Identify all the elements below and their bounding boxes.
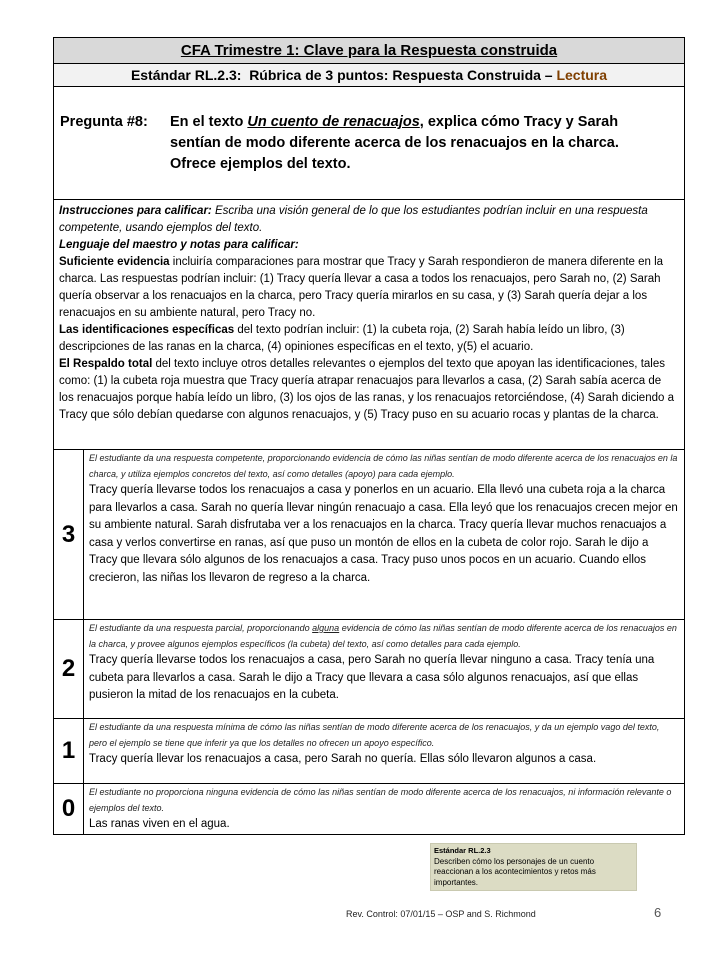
score-description: El estudiante da una respuesta mínima de cómo las niñas sentían de modo diferente acerca de los renacuajos, y da un ejemplo vago del texto, pero el ejemplo se tiene que inferir ya que los detalles no ofrecen un apoyo específico.	[89, 722, 660, 748]
score-row-2	[54, 620, 684, 719]
book-title: Un cuento de renacuajos	[247, 114, 420, 130]
grading-text: Escriba una visión general de lo que los estudiantes podrían incluir en una respuesta competente, usando ejemplos del texto.	[59, 205, 648, 234]
identifications-label: Las identificaciones específicas	[59, 324, 235, 336]
question-row	[54, 87, 684, 200]
score-example: Tracy quería llevar los renacuajos a casa, pero Sarah no quería. Ellas sólo llevaron algunos a casa.	[89, 753, 597, 765]
teacher-notes-label: Lenguaje del maestro y notas para calificar:	[59, 239, 299, 251]
standard-note-title: Estándar RL.2.3	[434, 846, 491, 855]
score-row-3	[54, 450, 684, 620]
question-line-2: sentían de modo diferente acerca de los renacuajos en la charca.	[170, 135, 619, 151]
score-example: Tracy quería llevarse todos los renacuajos a casa y ponerlos en un acuario. Ella llevó una cubeta roja a la charca para llevarlos a casa. Sarah no quería llevar ningún renacuajo a casa. Ella leyó que los renacuajos crecen mejor en su ambiente natural. Sarah disfrutaba ver a los renacuajos en la charca. Tracy quería llevar muchos renacuajos a casa y verlos convertirse en ranas, así que puso un montón de ellos en la cubeta de color rojo. Sarah le dijo a Tracy que llevara sólo algunos de los renacuajos a casa. Tracy puso unos pocos en un acuario. Cuando ellos crecieron, las niñas los llevaron de regreso a la charca.	[89, 484, 678, 584]
standard-row	[54, 64, 684, 87]
title-row	[54, 38, 684, 64]
score-description: El estudiante da una respuesta competente, proporcionando evidencia de cómo las niñas sentían de modo diferente acerca de los renacuajos en la charca, y utiliza ejemplos concretos del texto, así como detalles (apoyo) para cada ejemplo.	[89, 453, 678, 479]
support-text: del texto incluye otros detalles relevantes o ejemplos del texto que apoyan las identificaciones, tales como: (1) la cubeta roja muestra que Tracy quería atrapar renacuajos para llevarlos a casa, (2) Sarah sabía acerca de los renacuajos porque había leído un libro, (3) los ojos de las ranas, y los renacuajos retorciéndose, (4) Sarah diciendo a Tracy que sólo debían quedarse con algunos renacuajos, y (5) Tracy puso en su acuario rocas y plantas de la charca.	[59, 358, 674, 421]
score-number: 1	[54, 719, 84, 783]
revision-footer: Rev. Control: 07/01/15 – OSP and S. Richmond	[346, 909, 536, 919]
score-example: Las ranas viven en el agua.	[89, 818, 230, 830]
grading-label: Instrucciones para calificar:	[59, 205, 212, 217]
score-number: 2	[54, 620, 84, 718]
rubric-table	[53, 37, 685, 835]
standard-note-text: Describen cómo los personajes de un cuento reaccionan a los acontecimientos y retos más importantes.	[434, 856, 596, 887]
score-number: 3	[54, 450, 84, 619]
standard-accent: Lectura	[556, 67, 608, 83]
instructions-row	[54, 200, 684, 450]
question-text-pre: En el texto	[170, 114, 248, 130]
score-example: Tracy quería llevarse todos los renacuajos a casa, pero Sarah no quería llevar ninguno a casa. Tracy tenía una cubeta para llevarlos a casa. Sarah le dijo a Tracy que llevara a casa sólo algunos renacuajos, así que ellas pusieron la mitad de los renacuajos en la cubeta.	[89, 654, 655, 701]
score-description-rest: evidencia de cómo las niñas sentían de modo diferente acerca de los renacuajos en la charca, y provee algunos ejemplos específicos (la cubeta) del texto, así como detalles para cada ejemplo.	[89, 623, 677, 649]
score-description-emphasis: alguna	[312, 623, 340, 633]
standard-note	[430, 843, 637, 891]
score-row-0	[54, 784, 684, 834]
standard-heading: Estándar RL.2.3: Rúbrica de 3 puntos: Respuesta Construida –	[130, 67, 557, 83]
score-description: El estudiante da una respuesta parcial, proporcionando	[89, 623, 313, 633]
page-title: CFA Trimestre 1: Clave para la Respuesta construida	[180, 42, 558, 59]
question-line-3: Ofrece ejemplos del texto.	[170, 156, 351, 172]
score-number: 0	[54, 784, 84, 834]
score-row-1	[54, 719, 684, 784]
question-label: Pregunta #8:	[60, 114, 148, 130]
support-label: El Respaldo total	[59, 358, 153, 370]
question-text-post: , explica cómo Tracy y Sarah	[419, 114, 619, 130]
evidence-text: incluiría comparaciones para mostrar que Tracy y Sarah respondieron de manera diferente en la charca. Las respuestas podrían incluir: (1) Tracy quería llevar a casa a todos los renacuajos, pero Sarah no, (2) Sarah quería observar a los renacuajos en la charca, pero Tracy quería mirarlos en su casa, y (3) Sarah quería dejar a los renacuajos en su ambiente natural, pero Tracy no.	[59, 256, 664, 319]
evidence-label: Suficiente evidencia	[59, 256, 170, 268]
identifications-text: del texto podrían incluir: (1) la cubeta roja, (2) Sarah había leído un libro, (3) descripciones de las ranas en la charca, (4) opiniones específicas en el texto, y(5) el acuario.	[59, 324, 625, 353]
score-description: El estudiante no proporciona ninguna evidencia de cómo las niñas sentían de modo diferente acerca de los renacuajos, ni información relevante o ejemplos del texto.	[89, 787, 672, 813]
page-number: 6	[654, 905, 662, 920]
